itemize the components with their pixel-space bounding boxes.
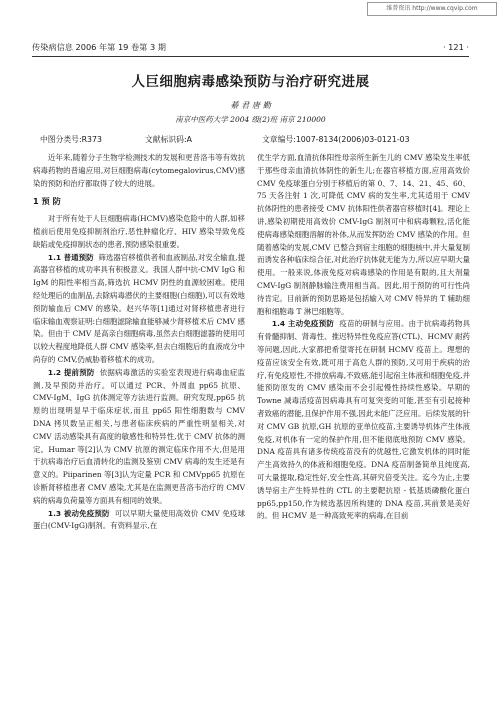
- paragraph-text: 疫苗的研制与应用。由于抗病毒药物具有骨髓抑制、肾毒性、推迟特异性免疫应答(CTL)、HCMV 耐药等问题,因此,大家都把希望寄托在研制 HCMV 疫苗上。理想的疫苗应该安全有效,既可用于高危人群的预防,又可用于疾病的治疗,有免疫原性,不排放病毒,不致癌,能引起宿主体液和细胞免疫,并能预防原发的 CMV 感染而不会引起慢性持续性感染。早期的 Towne 减毒活疫苗因病毒具有可复突变的可能,甚至有引起接种者致癌的潜能,且保护作用不强,因此未能广泛应用。后续发展的针对 CMV GB 抗原,GH 抗原的亚单位疫苗,主要诱导机体产生体液免疫,对机体有一定的保护作用,但不能彻底地预防 CMV 感染。DNA 疫苗具有诸多传统疫苗没有的优越性,它激发机体的同时能产生高效持久的体液和细胞免疫。DNA 疫苗制备简单且纯度高,可大量提取,稳定性好,安全性高,其研究倍受关注。迄今为止,主要诱导宿主产生特异性的 CTL 的主要靶抗原 - 低基质磷酸化蛋白 pp65,pp150,作为候选基因所构建的 DNA 疫苗,其前景是美好的。但 HCMV 是一种高致死率的病毒,在目前: [257, 319, 471, 521]
- paragraph: [33, 508, 245, 534]
- paragraph: [257, 318, 470, 523]
- paragraph-text: 筛选器官移植供者和血液制品,对安全输血,提高器官移植的成功率具有积极意义。我国人群中抗-CMV IgG 和 IgM 的阳性率相当高,筛选抗 HCMV 阴性的血源较困难。使用经处理后的血制品,去除病毒潜伏的主要细胞(白细胞),可以有效地预防输血后 CMV 的感染。赵兴华等[1]通过对肾移植患者进行临床输血观察证明:白细胞滤除输血能够减少肾移植术后 CMV 感染。但由于 CMV 是高亲白细胞病毒,虽然去白细胞滤器的使用可以较大程度地降低人群 CMV 感染率,但去白细胞后的血液成分中尚存的 CMV,仍威胁着移植术的成功。: [33, 252, 246, 364]
- clc-number: 中图分类号:R373: [40, 135, 102, 144]
- document-code: 文献标识码:A: [145, 135, 192, 144]
- subsection-heading: 1.2 提前预防: [47, 367, 95, 377]
- page-number: · 121 ·: [442, 42, 469, 52]
- article-title: 人巨细胞病毒感染预防与治疗研究进展: [131, 74, 370, 90]
- article-id: 文章编号:1007-8134(2006)03-0121-03: [262, 135, 410, 144]
- intro-paragraph: 近年来,随着分子生物学检测技术的发展和更昔洛韦等有效抗病毒药物的普遍应用,对巨细胞病毒(cytomegalovirus,CMV)感染的预防和治疗都取得了较大的进展。: [33, 153, 245, 188]
- paragraph-text: 依据病毒激活的实验室表现进行病毒血症监测,及早预防并治疗。可以通过 PCR、外周血 pp65 抗原、CMV-IgM、IgG 抗体测定等方法进行监测。研究发现,pp65 抗原的出现明显早于临床症状,而且 pp65 阳性细胞数与 CMV DNA 拷贝数呈正相关,与患者临床疾病的严重性明显相关,对 CMV 活动感染具有高度的敏感性和特异性,优于 CMV 抗体的测定。Humar 等[2]认为 CMV 抗原的测定临床作用不大,但是用于抗病毒治疗后血清转化的监测及鉴别 CMV 病毒的发生还是有意义的。Piiparinen 等[3]认为定量 PCR 和 CMVpp65 抗原在诊断肾移植患者 CMV 感染,尤其是在监测更昔洛韦治疗的 CMV 病的病毒负荷量等方面具有相同的效果。: [33, 367, 246, 505]
- right-column: [257, 152, 470, 523]
- subsection-heading: 1.4 主动免疫预防: [271, 319, 335, 329]
- paragraph: [33, 252, 245, 367]
- affiliation: 南京中医药大学 2004 级(2)班 南京 210000: [175, 115, 326, 124]
- authors: 綦 君 唐 勤: [230, 100, 271, 110]
- paragraph-text: 可以早期大量使用高效价 CMV 免疫球蛋白(CMV-IgG)制剂。有资料显示,在: [33, 508, 246, 531]
- watermark: 维普资讯 http://www.cqvip.com: [367, 2, 497, 16]
- running-head: [32, 42, 469, 54]
- left-column: [33, 152, 245, 533]
- paragraph: 优生学方面,血清抗体阳性母亲所生新生儿的 CMV 感染发生率低于那些母亲血清抗体阴性的新生儿;在器官移植方面,应用高效价 CMV 免疫球蛋白分别于移植后的第 0、7、14、21、45、60、75 天各注射 1 次,可降低 CMV 病的发生率,尤其适用于 CMV 抗体阴性的患者接受 CMV 抗体阳性供者器官移植时[4]。理论上讲,感染初期使用高效价 CMV-IgG 制剂可中和病毒颗粒,活化能使病毒感染细胞溶解的补体,从而发挥防治 CMV 感染的作用。但随着感染的发展,CMV 已整合到宿主细胞的细胞核中,并大量复制而诱发各种临床综合征,对此治疗抗体就无能为力,所以应早期大量使用。一般来说,体液免疫对病毒感染的作用是有限的,且大剂量 CMV-IgG 制剂静脉输注费用相当高。因此,用于预防的可行性尚待肯定。目前新的预防思路是包括输入对 CMV 特异的 T 辅助细胞和细胞毒 T 淋巴细胞等。: [257, 153, 470, 316]
- journal-issue: 传染病信息 2006 年第 19 卷第 3 期: [32, 42, 166, 52]
- subsection-heading: 1.1 普通预防: [47, 252, 94, 262]
- section-heading-prevention: 1 预 防: [33, 196, 61, 207]
- paragraph: 对于所有处于人巨细胞病毒(HCMV)感染危险中的人群,如移植前后使用免疫抑制剂治疗,恶性肿瘤化疗、HIV 感染导致免疫缺陷或免疫抑制状态的患者,预防感染很重要。: [33, 214, 245, 249]
- subsection-heading: 1.3 被动免疫预防: [47, 508, 110, 518]
- paragraph: [33, 367, 245, 508]
- header-rule: [32, 56, 469, 57]
